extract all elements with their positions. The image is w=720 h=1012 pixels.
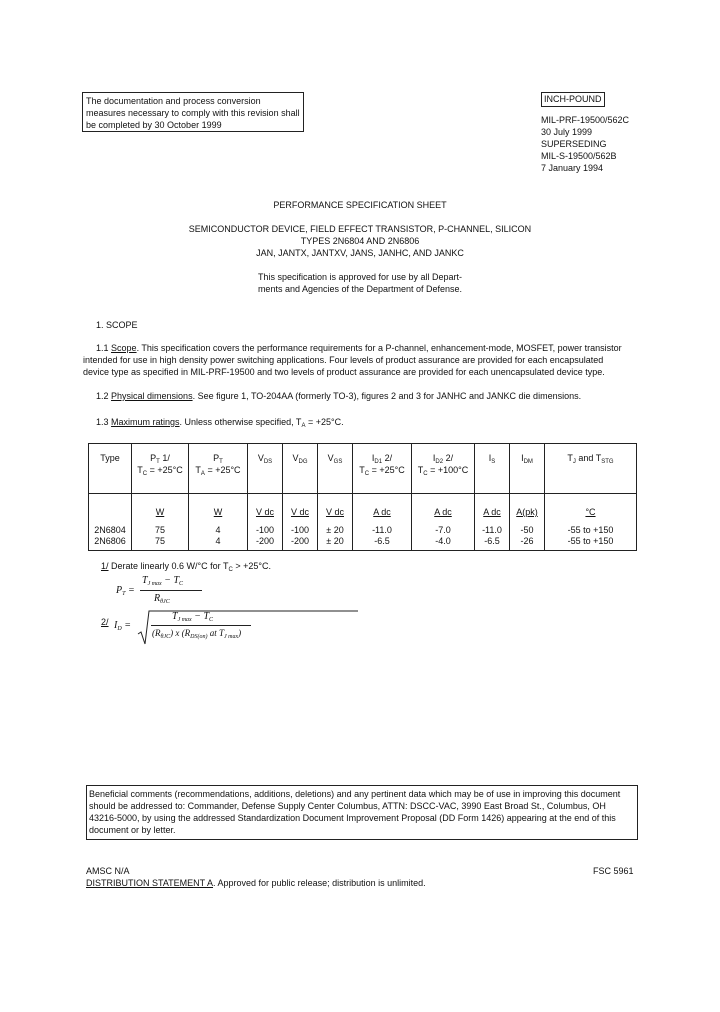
note-2-marker <box>101 617 109 627</box>
para-number: 1.3 <box>96 417 109 427</box>
doc-number: MIL-PRF-19500/562C <box>541 115 630 125</box>
para-number: 1.1 <box>96 343 109 353</box>
condition: T <box>417 465 424 475</box>
subscript: T <box>156 459 160 465</box>
unit-cell <box>89 494 132 526</box>
unit-cell: V dc <box>248 494 283 526</box>
condition: T <box>359 465 365 475</box>
table-cell: 2N6804 <box>89 525 132 536</box>
header-label: V <box>327 453 334 463</box>
subscript: C <box>364 471 370 477</box>
scope-heading: 1. SCOPE <box>96 320 138 330</box>
subscript: J max <box>223 634 239 640</box>
symbol: T <box>172 611 178 622</box>
subscript: D1 <box>374 459 383 465</box>
inch-pound-label: INCH-POUND <box>541 92 605 107</box>
col-id1 <box>353 444 412 494</box>
condition-value: = +100°C <box>427 465 469 475</box>
table-cell: -7.0 <box>412 525 475 536</box>
device-title-line2: TYPES 2N6804 AND 2N6806 <box>300 236 420 246</box>
col-temp <box>545 444 637 494</box>
distribution-label: DISTRIBUTION STATEMENT A <box>86 878 214 888</box>
approval-line1: This specification is approved for use by all Depart- <box>257 272 463 282</box>
comments-line: should be addressed to: Commander, Defense Supply Center Columbus, ATTN: DSCC-VAC, 3990 East Broad St., Columbus, OH <box>89 801 606 811</box>
paragraph-1-1 <box>96 343 622 353</box>
fsc-label: FSC 5961 <box>593 866 634 876</box>
maximum-ratings-table <box>88 443 637 551</box>
formula-lhs: $P_T$ = <box>116 585 135 597</box>
formula-lhs: $I_D$ = <box>114 620 131 632</box>
col-pt1 <box>132 444 189 494</box>
header-label: I <box>371 453 375 463</box>
table-cell: -100 <box>248 525 283 536</box>
formula-numerator <box>172 611 213 623</box>
subscript: GS <box>333 459 343 465</box>
condition-value: = +25°C <box>204 465 241 475</box>
para-number: 1.2 <box>96 391 109 401</box>
condition: T <box>137 465 143 475</box>
table-row <box>89 536 637 551</box>
para-label: Physical dimensions <box>111 391 193 401</box>
table-cell: -11.0 <box>475 525 510 536</box>
table-cell: -55 to +150 <box>545 525 637 536</box>
table-row <box>89 525 637 536</box>
notice-line: measures necessary to comply with this revision shall <box>86 108 300 118</box>
table-cell: -4.0 <box>412 536 475 551</box>
table-cell: ± 20 <box>318 536 353 551</box>
col-pt2 <box>189 444 248 494</box>
subscript: DG <box>298 459 308 465</box>
col-vgs <box>318 444 353 494</box>
square-root-sign <box>136 608 360 646</box>
comments-line: document or by letter. <box>89 825 176 835</box>
subscript: J <box>572 459 576 465</box>
note-ref: 1/ <box>162 453 170 463</box>
unit-cell: °C <box>545 494 637 526</box>
superseding-label: SUPERSEDING <box>541 139 607 149</box>
para-text: . This specification covers the performance requirements for a P-channel, enhancement-mode, MOSFET, power transistor <box>136 343 622 353</box>
table-cell: -100 <box>283 525 318 536</box>
notice-line: The documentation and process conversion <box>86 96 261 106</box>
paragraph-1-3 <box>96 417 344 429</box>
subscript: C <box>228 567 233 573</box>
subscript: C <box>142 471 148 477</box>
col-vdg <box>283 444 318 494</box>
formula-numerator <box>142 575 183 587</box>
condition: T <box>195 465 201 475</box>
subscript: C <box>179 581 184 587</box>
comments-line: Beneficial comments (recommendations, additions, deletions) and any pertinent data which may be of use in improving this document <box>89 789 621 799</box>
subscript: A <box>301 423 306 429</box>
conversion-notice-box <box>82 92 304 132</box>
table-cell: 4 <box>189 525 248 536</box>
subscript: A <box>200 471 205 477</box>
condition-value: = +25°C <box>147 465 183 475</box>
table-cell: -200 <box>248 536 283 551</box>
distribution-statement <box>86 878 426 888</box>
device-title-line3: JAN, JANTX, JANTXV, JANS, JANHC, AND JANKC <box>256 248 464 258</box>
note-marker: 2/ <box>101 617 109 627</box>
subscript: θJC <box>160 634 171 640</box>
unit-cell: A dc <box>353 494 412 526</box>
unit-cell: A dc <box>475 494 510 526</box>
fraction-bar <box>140 590 202 591</box>
note-marker: 1/ <box>101 561 109 571</box>
header-label: T <box>567 453 573 463</box>
unit-cell: A(pk) <box>510 494 545 526</box>
notice-line: be completed by 30 October 1999 <box>86 120 222 130</box>
comments-line: 43216-5000, by using the addressed Standardization Document Improvement Proposal (DD Form 1426) appearing at the end of this <box>89 813 616 823</box>
table-cell: -55 to +150 <box>545 536 637 551</box>
subscript: STG <box>601 459 614 465</box>
subscript: C <box>423 471 428 477</box>
unit-cell: W <box>132 494 189 526</box>
table-cell: 4 <box>189 536 248 551</box>
table-header-row <box>89 444 637 494</box>
subscript: DS <box>263 459 273 465</box>
col-id2 <box>412 444 475 494</box>
table-cell: -200 <box>283 536 318 551</box>
symbol: − T <box>161 575 180 586</box>
approval-line2: ments and Agencies of the Department of Defense. <box>257 284 463 294</box>
table-cell: -6.5 <box>475 536 510 551</box>
subscript: S <box>491 459 496 465</box>
table-cell: ± 20 <box>318 525 353 536</box>
header-label: P <box>150 453 157 463</box>
subscript: T <box>219 459 223 465</box>
note-text-end: > +25°C. <box>232 561 271 571</box>
sheet-title: PERFORMANCE SPECIFICATION SHEET <box>273 200 447 210</box>
comments-box <box>86 785 638 840</box>
note-ref: 2/ <box>384 453 393 463</box>
condition-value: = +25°C <box>369 465 405 475</box>
table-cell: 2N6806 <box>89 536 132 551</box>
table-cell: 75 <box>132 525 189 536</box>
table-cell: -6.5 <box>353 536 412 551</box>
unit-cell: A dc <box>412 494 475 526</box>
symbol: R <box>154 593 161 604</box>
subscript: D2 <box>435 459 444 465</box>
symbol: I <box>114 620 118 631</box>
superseded-number: MIL-S-19500/562B <box>541 151 617 161</box>
para-label: Scope <box>111 343 137 353</box>
subscript: DS(on) <box>190 634 208 640</box>
header-label: P <box>213 453 220 463</box>
fraction-bar <box>151 625 251 626</box>
header-label: I <box>488 453 492 463</box>
subscript: DM <box>523 459 533 465</box>
table-cell: -11.0 <box>353 525 412 536</box>
paragraph-1-1-line3: device type as specified in MIL-PRF-19500 and two levels of product assurance are provided for each unencapsulated device type. <box>83 367 605 377</box>
subscript: J max <box>177 617 192 623</box>
units-row <box>89 494 637 526</box>
formula-denominator <box>154 593 170 605</box>
para-text: . Unless otherwise specified, T <box>179 417 302 427</box>
note-1 <box>101 561 271 573</box>
subscript: D <box>117 626 122 632</box>
para-text: . See figure 1, TO-204AA (formerly TO-3), figures 2 and 3 for JANHC and JANKC die dimensions. <box>192 391 582 401</box>
para-text-end: = +25°C. <box>305 417 344 427</box>
formula-denominator <box>152 628 241 640</box>
table-cell: 75 <box>132 536 189 551</box>
symbol: (R <box>152 628 161 638</box>
paragraph-1-2 <box>96 391 581 401</box>
subscript: T <box>122 591 126 597</box>
symbol: − T <box>191 611 210 622</box>
table-cell: -26 <box>510 536 545 551</box>
note-text: Derate linearly 0.6 W/°C for T <box>108 561 229 571</box>
subscript: C <box>209 617 214 623</box>
symbol: ) x (R <box>170 628 191 638</box>
symbol: ) <box>238 628 242 638</box>
doc-date: 30 July 1999 <box>541 127 593 137</box>
superseded-date: 7 January 1994 <box>541 163 604 173</box>
subscript: θJC <box>160 599 170 605</box>
header-label: I <box>521 453 524 463</box>
symbol: P <box>116 585 123 596</box>
unit-cell: V dc <box>318 494 353 526</box>
unit-cell: V dc <box>283 494 318 526</box>
distribution-text: . Approved for public release; distribution is unlimited. <box>213 878 426 888</box>
table-cell: -50 <box>510 525 545 536</box>
symbol: T <box>142 575 148 586</box>
paragraph-1-1-line2: intended for use in high density power switching applications. Four levels of product assurance are provided for each encapsulated <box>83 355 604 365</box>
header-label: V <box>257 453 264 463</box>
col-is <box>475 444 510 494</box>
header-label: V <box>292 453 299 463</box>
para-label: Maximum ratings <box>111 417 180 427</box>
col-idm <box>510 444 545 494</box>
note-ref: 2/ <box>445 453 454 463</box>
header-label: Type <box>100 453 120 463</box>
symbol: at T <box>207 628 224 638</box>
device-title-line1: SEMICONDUCTOR DEVICE, FIELD EFFECT TRANSISTOR, P-CHANNEL, SILICON <box>188 224 532 234</box>
header-label: I <box>432 453 436 463</box>
col-type <box>89 444 132 494</box>
amsc-label: AMSC N/A <box>86 866 130 876</box>
col-vds <box>248 444 283 494</box>
unit-cell: W <box>189 494 248 526</box>
header-label: and T <box>575 453 602 463</box>
subscript: J max <box>147 581 162 587</box>
